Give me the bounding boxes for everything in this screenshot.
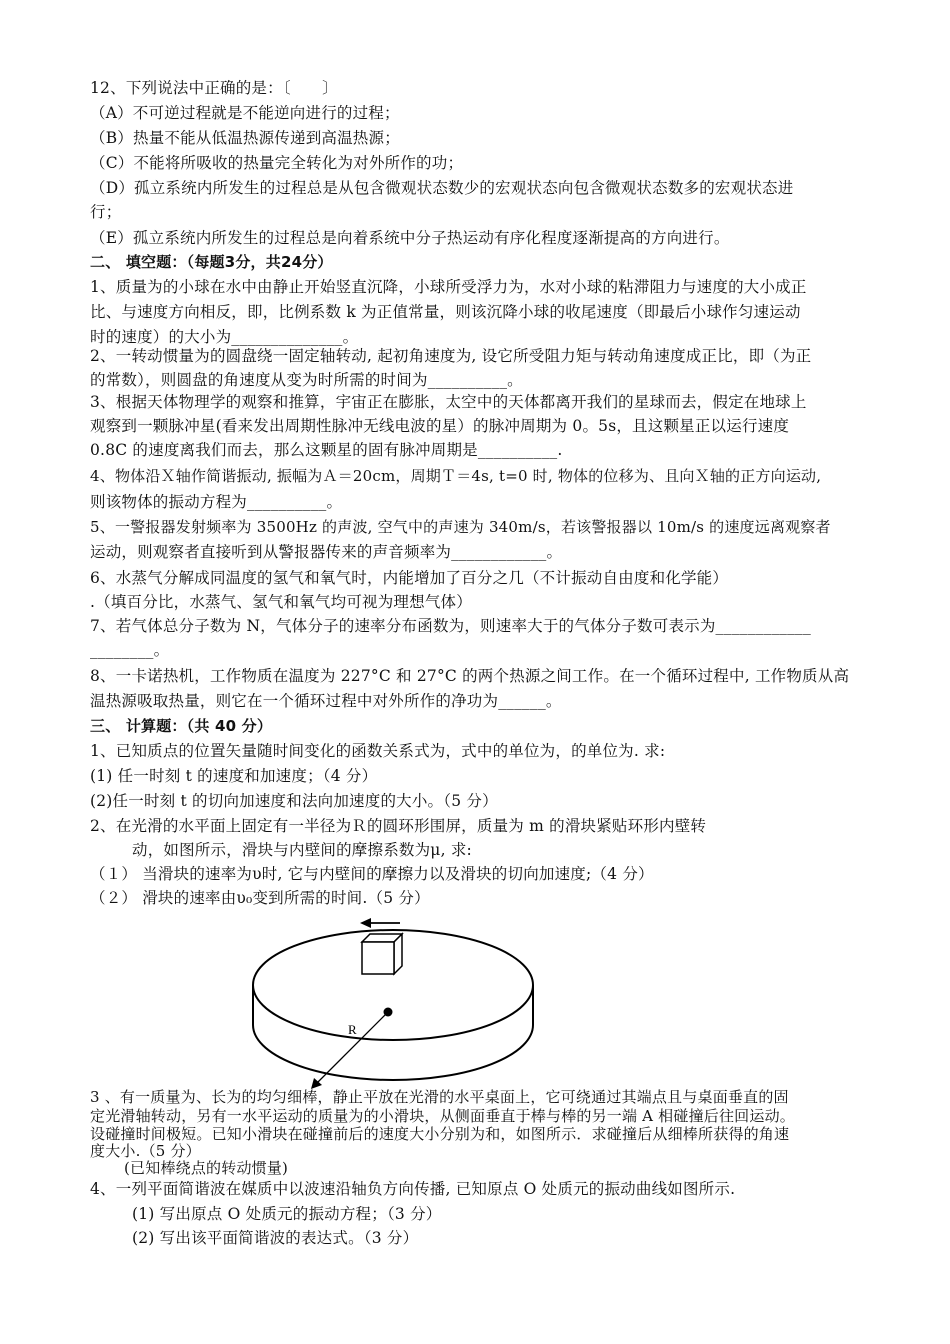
- fill-line: 1、质量为的小球在水中由静止开始竖直沉降，小球所受浮力为，水对小球的粘滞阻力与速度的大小成正: [90, 278, 807, 296]
- fill-line: ________。: [90, 641, 170, 659]
- q3-line: 设碰撞时间极短。已知小滑块在碰撞前后的速度大小分别为和，如图所示．求碰撞后从细棒所获得的角速: [90, 1125, 790, 1143]
- calc-line: 动，如图所示，滑块与内壁间的摩擦系数为μ, 求:: [132, 841, 472, 859]
- q12-option-e: （E）孤立系统内所发生的过程总是向着系统中分子热运动有序化程度逐渐提高的方向进行。: [90, 229, 730, 247]
- fill-line: .（填百分比，水蒸气、氢气和氧气均可视为理想气体）: [90, 593, 472, 611]
- calc-line: （２） 滑块的速率由υ₀变到所需的时间.（5 分）: [90, 889, 430, 907]
- fill-line: 则该物体的振动方程为__________。: [90, 493, 343, 511]
- fill-line: 6、水蒸气分解成同温度的氢气和氧气时，内能增加了百分之几（不计振动自由度和化学能）: [90, 569, 729, 587]
- calc-line: (2)任一时刻 t 的切向加速度和法向加速度的大小。（5 分）: [90, 792, 498, 810]
- fill-line: 7、若气体总分子数为 N，气体分子的速率分布函数为，则速率大于的气体分子数可表示为____________: [90, 617, 811, 635]
- fill-line: 4、物体沿Ｘ轴作简谐振动, 振幅为Ａ＝20cm，周期Ｔ＝4s, t=0 时, 物体的位移为、且向Ｘ轴的正方向运动,: [90, 467, 822, 485]
- q12-option-d: （D）孤立系统内所发生的过程总是从包含微观状态数少的宏观状态向包含微观状态数多的宏观状态进: [90, 179, 794, 197]
- ring-bottom-edge: [253, 1025, 533, 1080]
- q3-line: 度大小.（5 分）: [90, 1142, 201, 1160]
- q12-stem: 12、下列说法中正确的是：〔 〕: [90, 79, 338, 97]
- fill-line: 观察到一颗脉冲星(看来发出周期性脉冲无线电波的星）的脉冲周期为 0。5s，且这颗星正以运行速度: [90, 417, 790, 435]
- ring-figure: [250, 912, 550, 1094]
- q3-line: 3 、有一质量为、长为的均匀细棒，静止平放在光滑的水平桌面上，它可绕通过其端点且与桌面垂直的固: [90, 1088, 789, 1106]
- calc-section-heading: 三、 计算题：（共 40 分）: [90, 717, 273, 735]
- q4-part-1: (1) 写出原点 O 处质元的振动方程；（3 分）: [132, 1205, 442, 1223]
- calc-line: （１） 当滑块的速率为υ时, 它与内壁间的摩擦力以及滑块的切向加速度;（4 分）: [90, 865, 654, 883]
- slider-block: [362, 934, 402, 974]
- q12-option-b: （B）热量不能从低温热源传递到高温热源；: [90, 129, 400, 147]
- fill-line: 3、根据天体物理学的观察和推算，宇宙正在膨胀，太空中的天体都离开我们的星球而去，假定在地球上: [90, 393, 807, 411]
- fill-line: 的常数），则圆盘的角速度从变为时所需的时间为__________。: [90, 371, 523, 389]
- fill-line: 比、与速度方向相反，即，比例系数 k 为正值常量，则该沉降小球的收尾速度（即最后小球作匀速运动: [90, 303, 801, 321]
- motion-arrow-icon: [360, 918, 400, 928]
- q12-option-d-cont: 行；: [90, 203, 122, 221]
- calc-line: 1、已知质点的位置矢量随时间变化的函数关系式为，式中的单位为，的单位为. 求:: [90, 742, 666, 760]
- fill-line: 5、一警报器发射频率为 3500Hz 的声波, 空气中的声速为 340m/s，若该警报器以 10m/s 的速度远离观察者: [90, 518, 831, 536]
- q4-part-2: (2) 写出该平面简谐波的表达式。（3 分）: [132, 1229, 419, 1247]
- fill-section-heading: 二、 填空题：（每题3分，共24分）: [90, 253, 333, 271]
- fill-line: 0.8C 的速度离我们而去，那么这颗星的固有脉冲周期是__________.: [90, 441, 563, 459]
- q4-stem: 4、一列平面简谐波在媒质中以波速沿轴负方向传播, 已知原点 O 处质元的振动曲线如图所示.: [90, 1180, 736, 1198]
- fill-line: 2、一转动惯量为的圆盘绕一固定轴转动, 起初角速度为, 设它所受阻力矩与转动角速度成正比，即（为正: [90, 347, 812, 365]
- fill-line: 运动，则观察者直接听到从警报器传来的声音频率为____________。: [90, 543, 563, 561]
- q3-line: 定光滑轴转动，另有一水平运动的质量为的小滑块，从侧面垂直于棒与棒的另一端 A 相碰撞后往回运动。: [90, 1107, 795, 1125]
- calc-line: 2、在光滑的水平面上固定有一半径为Ｒ的圆环形围屏，质量为 m 的滑块紧贴环形内壁转: [90, 817, 707, 835]
- q3-note: (已知棒绕点的转动惯量): [124, 1159, 289, 1177]
- fill-line: 时的速度）的大小为______________。: [90, 328, 359, 346]
- fill-line: 温热源吸取热量，则它在一个循环过程中对外所作的净功为______。: [90, 692, 562, 710]
- calc-line: (1) 任一时刻 t 的速度和加速度；（4 分）: [90, 767, 378, 785]
- radius-label: R: [348, 1022, 357, 1037]
- q12-option-a: （A）不可逆过程就是不能逆向进行的过程；: [90, 104, 400, 122]
- q12-option-c: （C）不能将所吸收的热量完全转化为对外所作的功；: [90, 154, 464, 172]
- fill-line: 8、一卡诺热机，工作物质在温度为 227°C 和 27°C 的两个热源之间工作。在一个循环过程中, 工作物质从高: [90, 667, 850, 685]
